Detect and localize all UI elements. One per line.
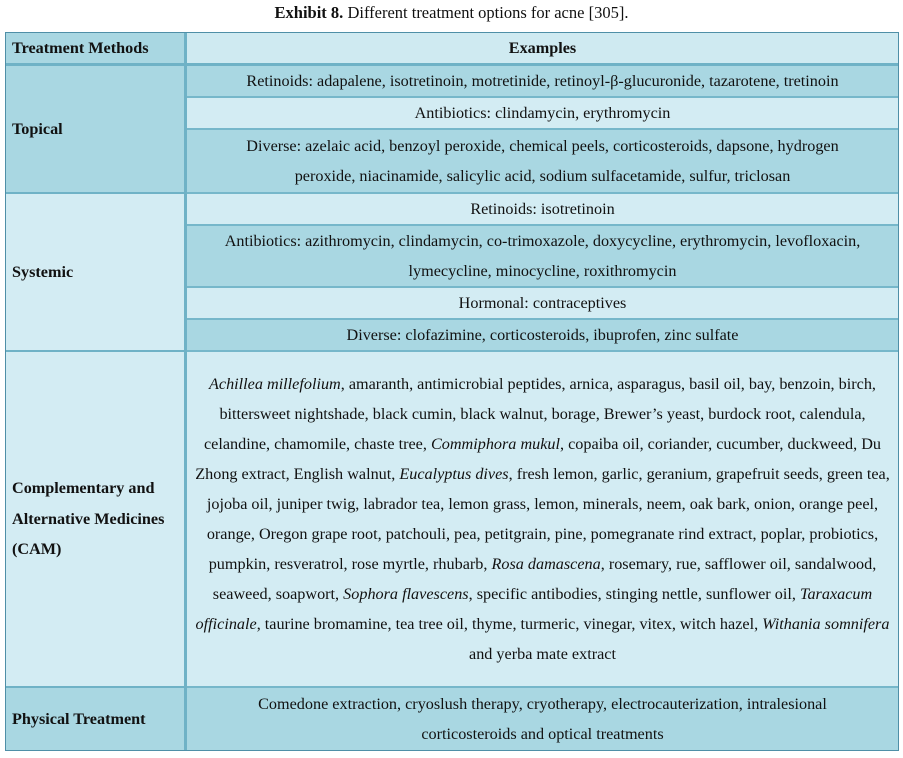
cam-species: Withania somnifera (762, 615, 890, 633)
cam-text: , amaranth, antimicrobial peptides, arnica, asparagus, basil oil, bay, benzoin, birch, bittersweet nightshade, black cumin, black walnut, borage, Brewer’s yeast, burdock root, calendula, celandine, chamomile, chaste tree, (203, 375, 876, 453)
cam-species: Commiphora mukul (430, 435, 561, 453)
cam-text: , specific antibodies, stinging nettle, sunflower oil, (468, 585, 800, 603)
exhibit-caption (0, 3, 903, 23)
cam-text: , copaiba oil, coriander, cucumber, duckweed, Du Zhong extract, English walnut, (195, 435, 881, 483)
physical-examples: Comedone extraction, cryoslush therapy, cryotherapy, electrocauterization, intralesional corticosteroids and optical treatments (187, 688, 898, 750)
header-examples: Examples (187, 33, 898, 66)
table-row (6, 194, 898, 226)
cam-species: Rosa damascena (491, 555, 601, 573)
treatment-table (5, 32, 899, 751)
cam-species: Eucalyptus dives (399, 465, 509, 483)
topical-antibiotics: Antibiotics: clindamycin, erythromycin (187, 98, 898, 130)
table-row (6, 688, 898, 750)
topical-diverse: Diverse: azelaic acid, benzoyl peroxide, chemical peels, corticosteroids, dapsone, hydrogen peroxide, niacinamide, salicylic acid, sodium sulfacetamide, sulfur, triclosan (187, 130, 898, 194)
exhibit-label: Exhibit 8. (274, 3, 344, 22)
table-row (6, 352, 898, 688)
cam-species: Taraxacum officinale (195, 585, 873, 633)
table-row (6, 66, 898, 98)
cam-examples (187, 352, 898, 688)
cam-text: and yerba mate extract (469, 645, 616, 663)
method-systemic: Systemic (6, 194, 187, 352)
method-physical: Physical Treatment (6, 688, 187, 750)
header-treatment-methods: Treatment Methods (6, 33, 187, 66)
cam-text: , taurine bromamine, tea tree oil, thyme, turmeric, vinegar, vitex, witch hazel, (256, 615, 763, 633)
cam-text: , rosemary, rue, safflower oil, sandalwood, seaweed, soapwort, (212, 555, 877, 603)
systemic-retinoids: Retinoids: isotretinoin (187, 194, 898, 226)
systemic-antibiotics: Antibiotics: azithromycin, clindamycin, co-trimoxazole, doxycycline, erythromycin, levofloxacin, lymecycline, minocycline, roxithromycin (187, 226, 898, 288)
cam-text: , fresh lemon, garlic, geranium, grapefruit seeds, green tea, jojoba oil, juniper twig, labrador tea, lemon grass, lemon, minerals, neem, oak bark, onion, orange peel, orange, Oregon grape root, patchouli, pea, petitgrain, pine, pomegranate rind extract, poplar, probiotics, pumpkin, resveratrol, rose myrtle, rhubarb, (206, 465, 890, 573)
header-row (6, 33, 898, 66)
exhibit-title: Different treatment options for acne [305]. (343, 3, 629, 22)
cam-species: Sophora flavescens (343, 585, 469, 603)
method-topical: Topical (6, 66, 187, 194)
method-cam: Complementary and Alternative Medicines (CAM) (6, 352, 187, 688)
cam-species: Achillea millefolium (209, 375, 341, 393)
topical-retinoids: Retinoids: adapalene, isotretinoin, motretinide, retinoyl-β-glucuronide, tazarotene, tretinoin (187, 66, 898, 98)
systemic-hormonal: Hormonal: contraceptives (187, 288, 898, 320)
systemic-diverse: Diverse: clofazimine, corticosteroids, ibuprofen, zinc sulfate (187, 320, 898, 352)
